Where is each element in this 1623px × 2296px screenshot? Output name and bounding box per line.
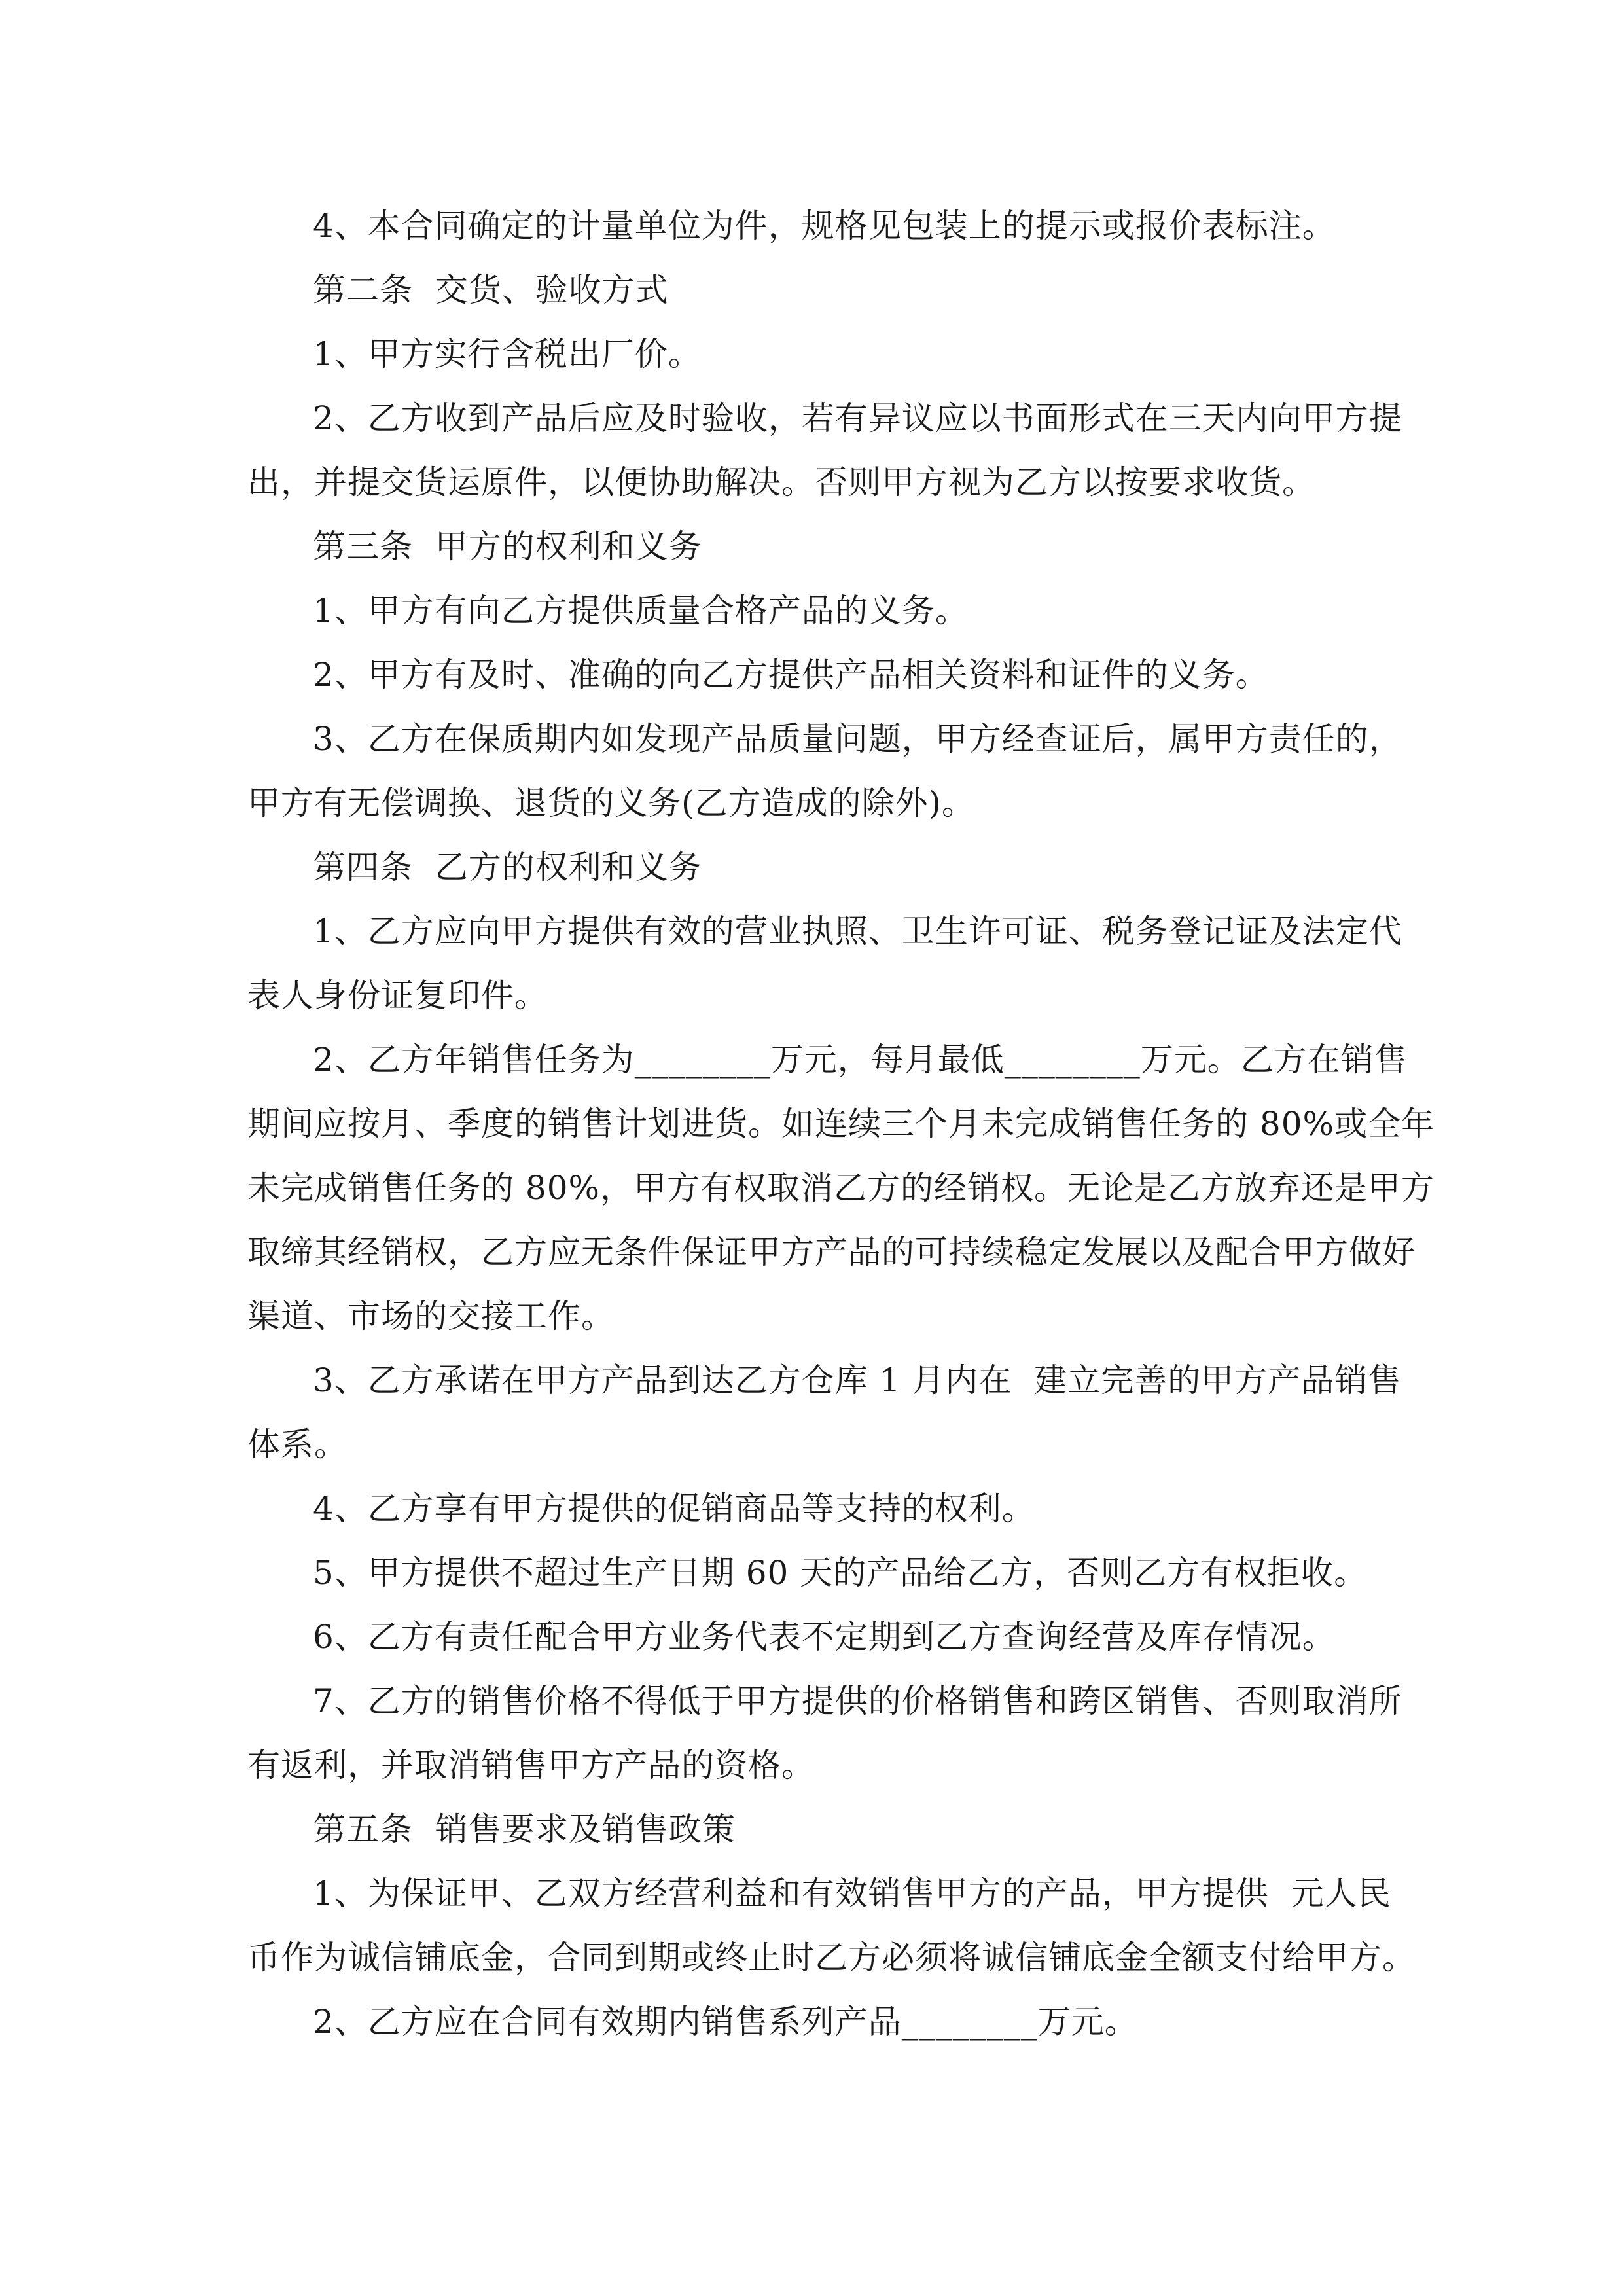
paragraph-line: 表人身份证复印件。 (247, 977, 548, 1014)
paragraph-line: 4、乙方享有甲方提供的促销商品等支持的权利。 (313, 1490, 1035, 1528)
contract-paragraph (247, 322, 1399, 386)
paragraph-line: 2、乙方收到产品后应及时验收，若有异议应以书面形式在三天内向甲方提 (313, 399, 1402, 437)
paragraph-line: 取缔其经销权，乙方应无条件保证甲方产品的可持续稳定发展以及配合甲方做好 (247, 1233, 1416, 1271)
contract-paragraph (247, 835, 1399, 899)
contract-paragraph (247, 1605, 1399, 1669)
paragraph-line: 未完成销售任务的 80%，甲方有权取消乙方的经销权。无论是乙方放弃还是甲方 (247, 1169, 1435, 1207)
contract-paragraph (247, 386, 1402, 514)
contract-paragraph (247, 643, 1399, 707)
paragraph-line: 1、乙方应向甲方提供有效的营业执照、卫生许可证、税务登记证及法定代 (313, 912, 1402, 950)
paragraph-line: 3、乙方承诺在甲方产品到达乙方仓库 1 月内在 建立完善的甲方产品销售 (313, 1361, 1402, 1399)
paragraph-line: 2、乙方应在合同有效期内销售系列产品________万元。 (313, 2003, 1138, 2041)
paragraph-line: 6、乙方有责任配合甲方业务代表不定期到乙方查询经营及库存情况。 (313, 1618, 1336, 1656)
paragraph-line: 3、乙方在保质期内如发现产品质量问题，甲方经查证后，属甲方责任的， (313, 720, 1402, 758)
paragraph-line: 4、本合同确定的计量单位为件，规格见包装上的提示或报价表标注。 (313, 207, 1336, 245)
contract-paragraph (247, 194, 1399, 258)
paragraph-line: 第二条 交货、验收方式 (313, 271, 669, 309)
contract-paragraph (247, 707, 1402, 835)
paragraph-line: 2、甲方有及时、准确的向乙方提供产品相关资料和证件的义务。 (313, 656, 1269, 694)
paragraph-line: 2、乙方年销售任务为________万元，每月最低________万元。乙方在销售 (313, 1041, 1408, 1079)
paragraph-line: 第四条 乙方的权利和义务 (313, 848, 702, 886)
paragraph-line: 5、甲方提供不超过生产日期 60 天的产品给乙方，否则乙方有权拒收。 (313, 1554, 1368, 1592)
paragraph-line: 1、甲方实行含税出厂价。 (313, 335, 702, 373)
paragraph-line: 1、为保证甲、乙双方经营利益和有效销售甲方的产品，甲方提供 元人民 (313, 1874, 1391, 1912)
paragraph-line: 第三条 甲方的权利和义务 (313, 528, 702, 565)
contract-paragraph (247, 514, 1399, 579)
contract-paragraph (247, 1348, 1402, 1477)
paragraph-line: 1、甲方有向乙方提供质量合格产品的义务。 (313, 592, 969, 630)
paragraph-line: 有返利，并取消销售甲方产品的资格。 (247, 1746, 815, 1784)
contract-paragraph (247, 1028, 1435, 1348)
paragraph-line: 第五条 销售要求及销售政策 (313, 1810, 736, 1848)
paragraph-line: 出，并提交货运原件，以便协助解决。否则甲方视为乙方以按要求收货。 (247, 463, 1315, 501)
paragraph-line: 甲方有无偿调换、退货的义务(乙方造成的除外)。 (247, 784, 976, 822)
contract-paragraph (247, 1477, 1399, 1541)
contract-paragraph (247, 579, 1399, 643)
paragraph-line: 期间应按月、季度的销售计划进货。如连续三个月未完成销售任务的 80%或全年 (247, 1105, 1435, 1143)
contract-paragraph (247, 1861, 1416, 1990)
contract-body (247, 194, 1435, 2054)
contract-paragraph (247, 1797, 1399, 1861)
contract-paragraph (247, 1669, 1402, 1797)
paragraph-line: 7、乙方的销售价格不得低于甲方提供的价格销售和跨区销售、否则取消所 (313, 1682, 1402, 1720)
contract-paragraph (247, 1541, 1399, 1605)
contract-paragraph (247, 1990, 1399, 2054)
contract-paragraph (247, 899, 1402, 1028)
paragraph-line: 渠道、市场的交接工作。 (247, 1297, 615, 1335)
contract-paragraph (247, 258, 1399, 322)
paragraph-line: 体系。 (247, 1426, 348, 1463)
paragraph-line: 币作为诚信铺底金，合同到期或终止时乙方必须将诚信铺底金全额支付给甲方。 (247, 1939, 1416, 1977)
